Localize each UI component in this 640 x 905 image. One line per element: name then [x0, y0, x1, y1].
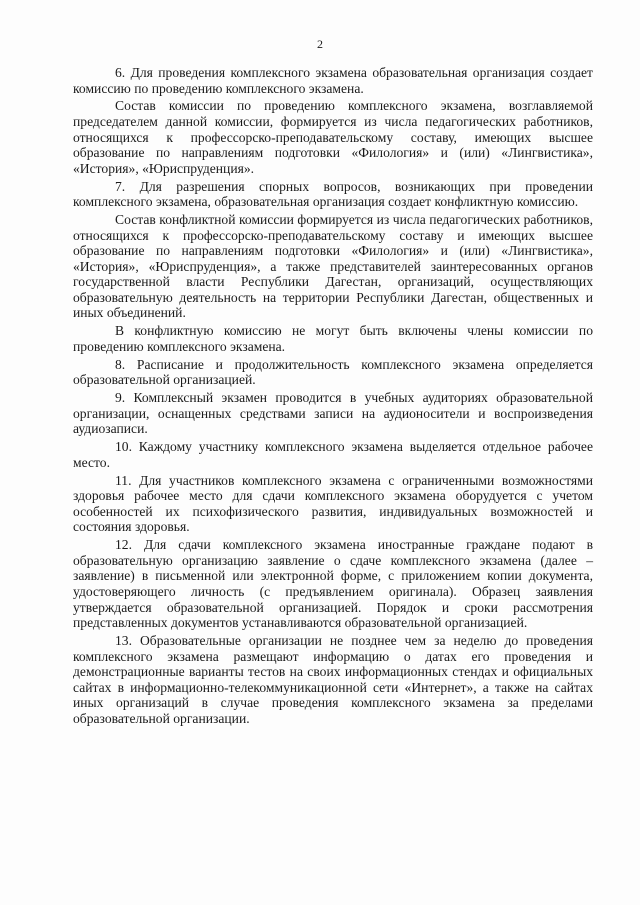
paragraph-commission-composition: Состав комиссии по проведению комплексного экзамена, возглавляемой председателем данной комиссии, формируется из числа педагогических работников, относящихся к профессорско-преподавательскому составу, имеющих высшее образование по направлениям подготовки «Филология» и (или) «Лингвистика», «История», «Юриспруденция». — [73, 98, 593, 176]
paragraph-item-12: 12. Для сдачи комплексного экзамена иностранные граждане подают в образовательную организацию заявление о сдаче комплексного экзамена (далее – заявление) в письменной или электронной форме, с приложением копии документа, удостоверяющего личность (с предъявлением оригинала). Образец заявления утверждается образовательной организацией. Порядок и сроки рассмотрения представленных документов устанавливаются образовательной организацией. — [73, 537, 593, 631]
paragraph-item-13: 13. Образовательные организации не позднее чем за неделю до проведения комплексного экзамена размещают информацию о датах его проведения и демонстрационные варианты тестов на своих информационных стендах и официальных сайтах в информационно-телекоммуникационной сети «Интернет», а также на сайтах иных организаций в случае проведения комплексного экзамена за пределами образовательной организации. — [73, 633, 593, 726]
paragraph-item-9: 9. Комплексный экзамен проводится в учебных аудиториях образовательной организации, оснащенных средствами записи на аудионосители и воспроизведения аудиозаписи. — [73, 390, 593, 437]
document-body — [73, 65, 593, 726]
paragraph-item-6: 6. Для проведения комплексного экзамена образовательная организация создает комиссию по проведению комплексного экзамена. — [73, 65, 593, 96]
paragraph-conflict-commission-restriction: В конфликтную комиссию не могут быть включены члены комиссии по проведению комплексного экзамена. — [73, 323, 593, 354]
paragraph-conflict-commission-composition: Состав конфликтной комиссии формируется из числа педагогических работников, относящихся к профессорско-преподавательскому составу и имеющих высшее образование по направлениям подготовки «Филология» и (или) «Лингвистика», «История», «Юриспруденция», а также представителей заинтересованных органов государственной власти Республики Дагестан, организаций, осуществляющих образовательную деятельность на территории Республики Дагестан, общественных и иных объединений. — [73, 212, 593, 321]
paragraph-item-7: 7. Для разрешения спорных вопросов, возникающих при проведении комплексного экзамена, образовательная организация создает конфликтную комиссию. — [73, 178, 593, 210]
paragraph-item-10: 10. Каждому участнику комплексного экзамена выделяется отдельное рабочее место. — [73, 439, 593, 470]
paragraph-item-11: 11. Для участников комплексного экзамена с ограниченными возможностями здоровья рабочее место для сдачи комплексного экзамена оборудуется с учетом особенностей их психофизического развития, индивидуальных возможностей и состояния здоровья. — [73, 472, 593, 535]
paragraph-item-8: 8. Расписание и продолжительность комплексного экзамена определяется образовательной организацией. — [73, 356, 593, 388]
page-number: 2 — [317, 37, 323, 51]
